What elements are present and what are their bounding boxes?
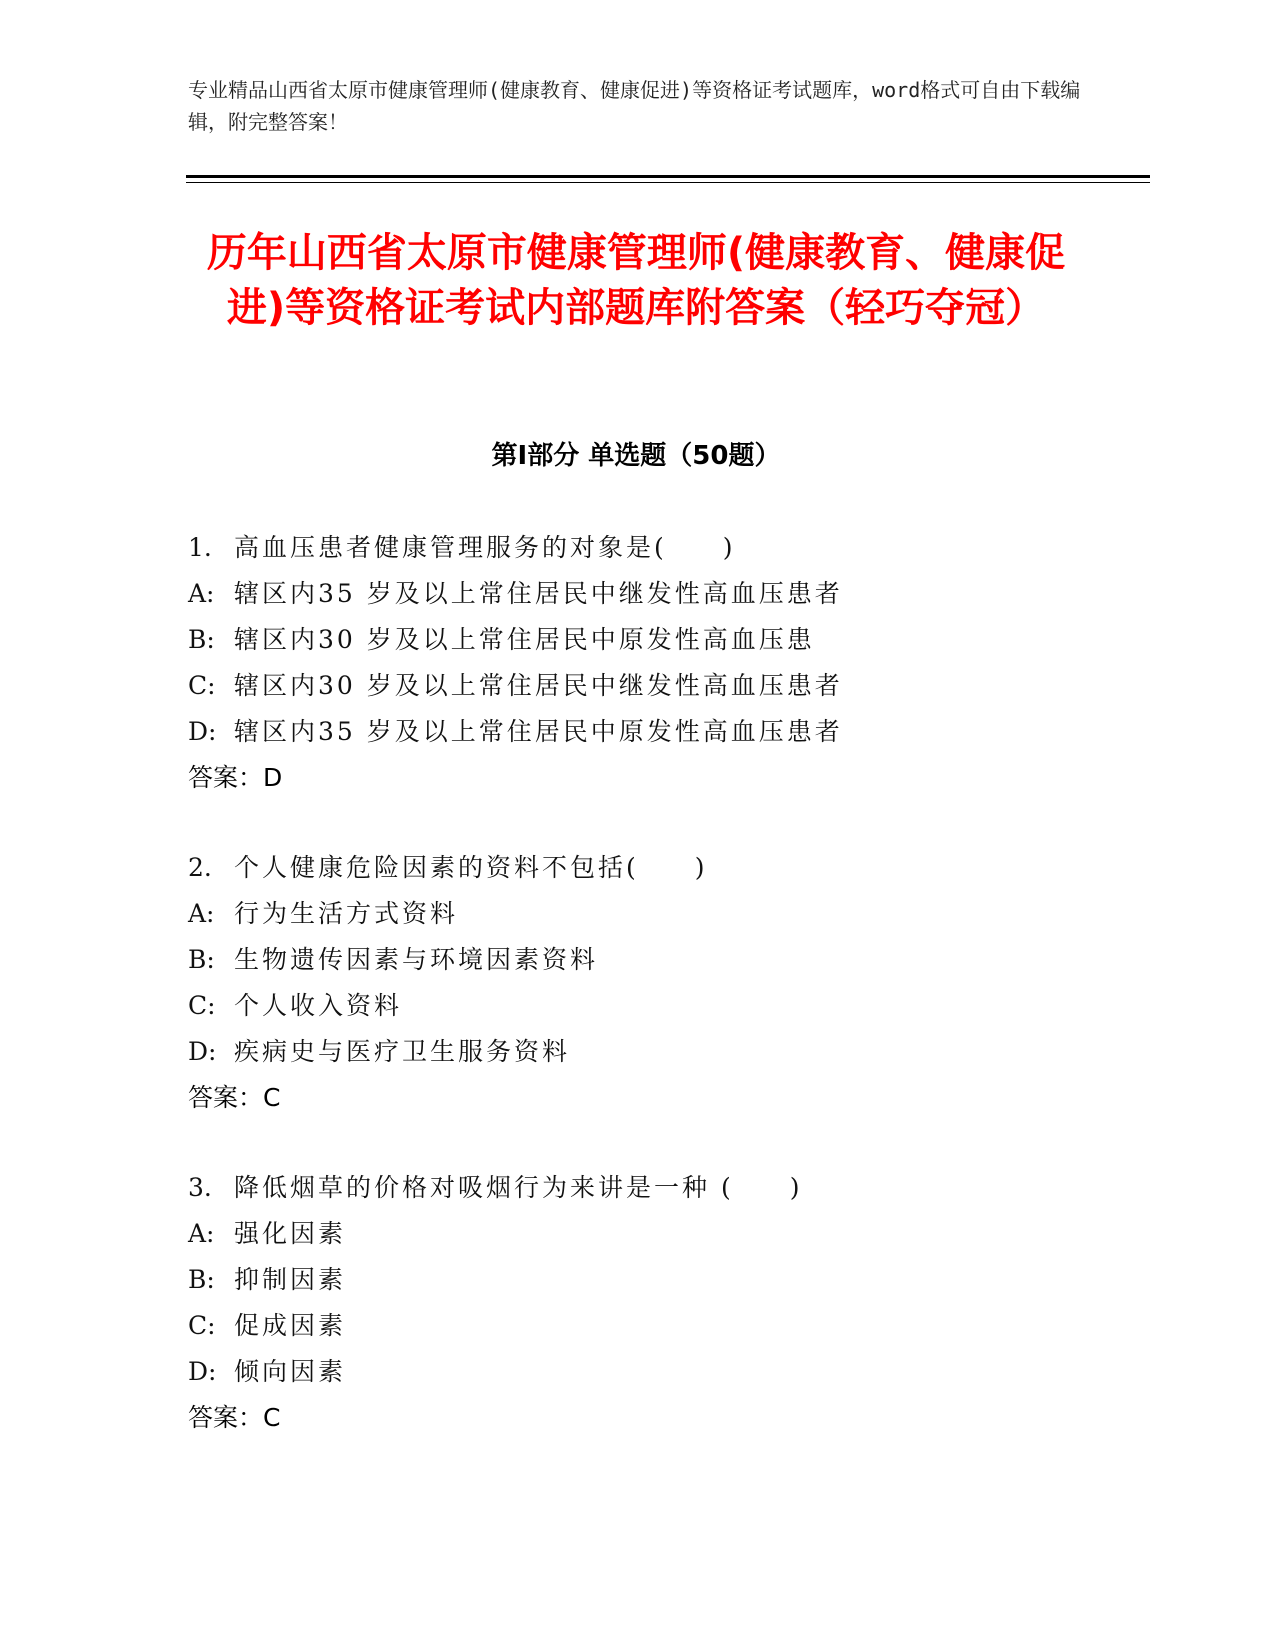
option-text: 抑制因素 <box>234 1265 347 1294</box>
option-a <box>188 891 1088 937</box>
option-b <box>188 1257 1088 1303</box>
option-text: 强化因素 <box>234 1219 347 1248</box>
option-text: 生物遗传因素与环境因素资料 <box>234 945 599 974</box>
option-key: D: <box>188 1357 217 1386</box>
answer-line: 答案：C <box>188 1403 281 1432</box>
option-key: D: <box>188 717 217 746</box>
question-number: 3. <box>188 1173 212 1202</box>
answer-line: 答案：C <box>188 1083 281 1112</box>
option-text: 辖区内35 岁及以上常住居民中原发性高血压患者 <box>234 717 843 746</box>
option-text: 疾病史与医疗卫生服务资料 <box>234 1037 571 1066</box>
option-key: A: <box>188 1219 215 1248</box>
option-text: 个人收入资料 <box>234 991 403 1020</box>
option-key: A: <box>188 579 215 608</box>
question-stem <box>188 1165 1088 1211</box>
question-text: 降低烟草的价格对吸烟行为来讲是一种 ( ) <box>234 1173 803 1202</box>
header-divider-thin <box>186 182 1150 183</box>
option-key: B: <box>188 625 215 654</box>
option-d <box>188 1349 1088 1395</box>
option-text: 行为生活方式资料 <box>234 899 459 928</box>
option-key: B: <box>188 1265 215 1294</box>
question-1 <box>188 525 1088 845</box>
option-a <box>188 571 1088 617</box>
option-text: 促成因素 <box>234 1311 347 1340</box>
option-c <box>188 663 1088 709</box>
question-list <box>188 525 1088 1485</box>
option-key: C: <box>188 671 216 700</box>
question-stem <box>188 525 1088 571</box>
option-key: B: <box>188 945 215 974</box>
answer-line: 答案：D <box>188 763 283 792</box>
option-text: 辖区内30 岁及以上常住居民中原发性高血压患 <box>234 625 815 654</box>
option-text: 辖区内35 岁及以上常住居民中继发性高血压患者 <box>234 579 843 608</box>
option-key: A: <box>188 899 215 928</box>
option-text: 辖区内30 岁及以上常住居民中继发性高血压患者 <box>234 671 843 700</box>
option-key: D: <box>188 1037 217 1066</box>
option-d <box>188 709 1088 755</box>
option-key: C: <box>188 1311 216 1340</box>
question-text: 高血压患者健康管理服务的对象是( ) <box>234 533 736 562</box>
option-c <box>188 1303 1088 1349</box>
header-divider-thick <box>186 175 1150 178</box>
question-stem <box>188 845 1088 891</box>
question-2 <box>188 845 1088 1165</box>
option-b <box>188 617 1088 663</box>
header-note: 专业精品山西省太原市健康管理师(健康教育、健康促进)等资格证考试题库，word格式可自由下载编辑，附完整答案！ <box>188 78 1081 134</box>
option-key: C: <box>188 991 216 1020</box>
option-c <box>188 983 1088 1029</box>
option-a <box>188 1211 1088 1257</box>
section-heading: 第Ⅰ部分 单选题（50题） <box>491 441 781 471</box>
option-text: 倾向因素 <box>234 1357 347 1386</box>
option-b <box>188 937 1088 983</box>
option-d <box>188 1029 1088 1075</box>
question-text: 个人健康危险因素的资料不包括( ) <box>234 853 708 882</box>
document-title: 历年山西省太原市健康管理师(健康教育、健康促进)等资格证考试内部题库附答案（轻巧夺冠） <box>206 230 1066 331</box>
question-3 <box>188 1165 1088 1485</box>
question-number: 1. <box>188 533 212 562</box>
question-number: 2. <box>188 853 212 882</box>
